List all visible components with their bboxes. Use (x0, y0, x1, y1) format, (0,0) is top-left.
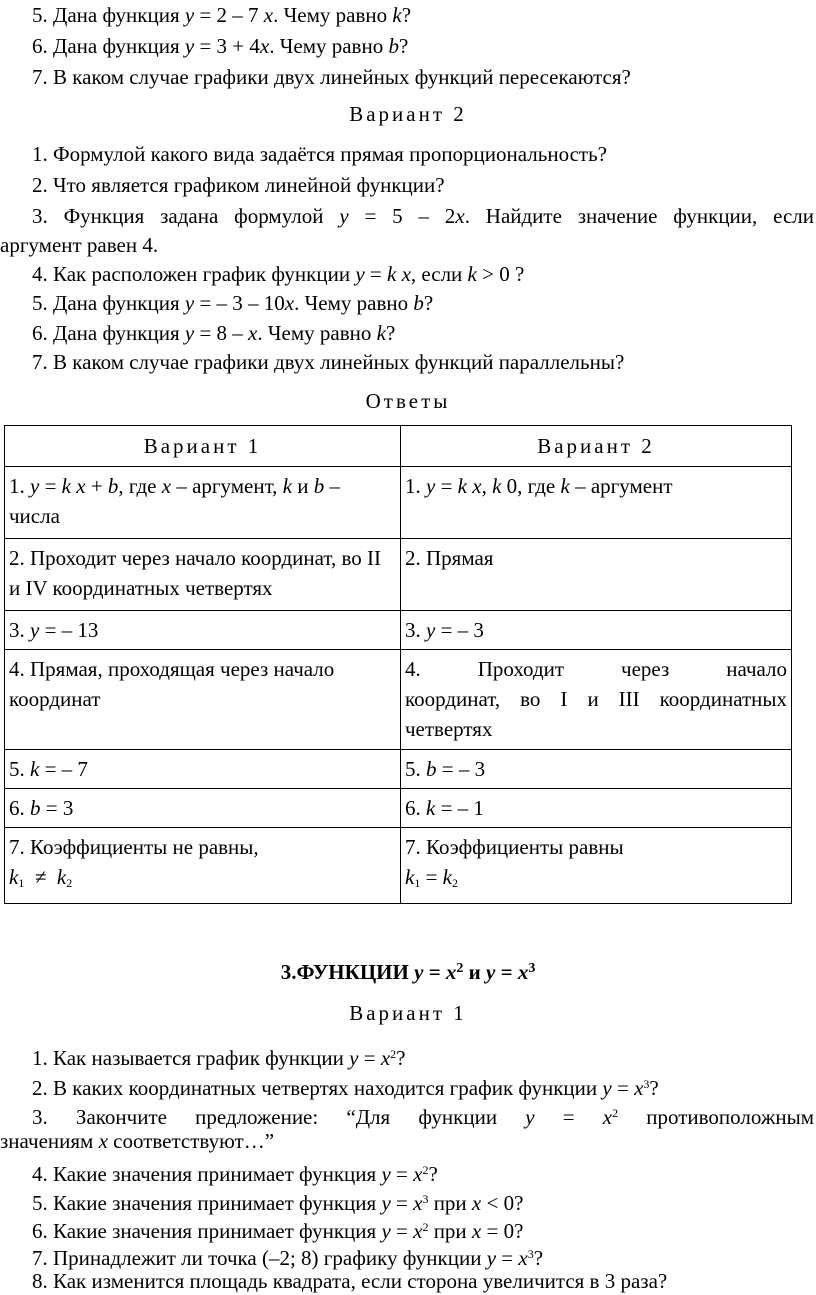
answer-v1-4: 4. Прямая, проходящая через начало координат (5, 650, 401, 750)
question-v1-6: 6. Дана функция y = 3 + 4x. Чему равно b? (32, 34, 409, 58)
answer-v1-5: 5. k = – 7 (5, 750, 401, 789)
table-row (5, 611, 792, 650)
question-s3-3: 3. Закончите предложение: “Для функции $y = x^2$ противоположным (32, 1105, 814, 1129)
question-v2-4: 4. Как расположен график функции y = k x, если k > 0 ? (32, 262, 525, 286)
column-header-variant-2: Вариант 2 (401, 426, 792, 467)
question-s3-5: 5. Какие значения принимает функция $y = x^3$ при x < 0? (32, 1191, 524, 1215)
table-row (5, 650, 792, 750)
answer-v2-6: 6. k = – 1 (401, 789, 792, 828)
table-row (5, 539, 792, 611)
answer-v2-4: 4. Проходит через начало координат, во I и III координатных четвертях (401, 650, 792, 750)
variant-2-heading: Вариант 2 (349, 102, 467, 126)
question-v2-2: 2. Что является графиком линейной функции? (32, 173, 445, 197)
column-header-variant-1: Вариант 1 (5, 426, 401, 467)
question-s3-2: 2. В каких координатных четвертях находится график функции $y = x^3$? (32, 1076, 659, 1100)
table-row (5, 467, 792, 539)
question-s3-8: 8. Как изменится площадь квадрата, если сторона увеличится в 3 раза? (32, 1269, 668, 1293)
question-v2-7: 7. В каком случае графики двух линейных функций параллельны? (32, 350, 625, 374)
question-v2-1: 1. Формулой какого вида задаётся прямая пропорциональность? (32, 142, 607, 166)
question-v2-3: 3. Функция задана формулой y = 5 – 2x. Найдите значение функции, если (32, 204, 814, 228)
question-v2-3-cont: аргумент равен 4. (0, 233, 159, 257)
question-s3-3-cont: значениям x соответствуют…” (0, 1129, 275, 1153)
question-s3-4: 4. Какие значения принимает функция $y = x^2$? (32, 1162, 438, 1186)
answer-v1-2: 2. Проходит через начало координат, во II и IV координатных четвертях (5, 539, 401, 611)
question-s3-6: 6. Какие значения принимает функция $y = x^2$ при x = 0? (32, 1219, 524, 1243)
section-3-variant-1-heading: Вариант 1 (349, 1001, 467, 1025)
table-row (5, 828, 792, 904)
table-row (5, 789, 792, 828)
table-row (5, 750, 792, 789)
answer-v2-7: 7. Коэффициенты равны $k_1 = k_2$ (401, 828, 792, 904)
question-s3-7: 7. Принадлежит ли точка (–2; 8) графику функции $y = x^3$? (32, 1246, 544, 1270)
answer-v1-6: 6. b = 3 (5, 789, 401, 828)
answer-v1-1: 1. y = k x + b, где x – аргумент, k и b – числа (5, 467, 401, 539)
answers-heading: Ответы (365, 389, 451, 413)
question-v2-5: 5. Дана функция y = – 3 – 10x. Чему равно b? (32, 291, 434, 315)
answer-v2-5: 5. b = – 3 (401, 750, 792, 789)
question-v2-6: 6. Дана функция y = 8 – x. Чему равно k? (32, 321, 396, 345)
question-v1-7: 7. В каком случае графики двух линейных функций пересекаются? (32, 65, 631, 89)
answer-v2-3: 3. y = – 3 (401, 611, 792, 650)
question-v1-5: 5. Дана функция y = 2 – 7 x. Чему равно k? (32, 3, 412, 27)
table-header-row (5, 426, 792, 467)
answers-table (4, 425, 792, 904)
section-3-title: 3.ФУНКЦИИ $y = x^2$ и $y = x^3$ (280, 960, 536, 984)
answer-v2-2: 2. Прямая (401, 539, 792, 611)
answer-v1-7: 7. Коэффициенты не равны, $k_1 \ne k_2$ (5, 828, 401, 904)
answer-v1-3: 3. y = – 13 (5, 611, 401, 650)
question-s3-1: 1. Как называется график функции $y = x^2$? (32, 1046, 406, 1070)
answer-v2-1: 1. y = k x, k 0, где k – аргумент (401, 467, 792, 539)
